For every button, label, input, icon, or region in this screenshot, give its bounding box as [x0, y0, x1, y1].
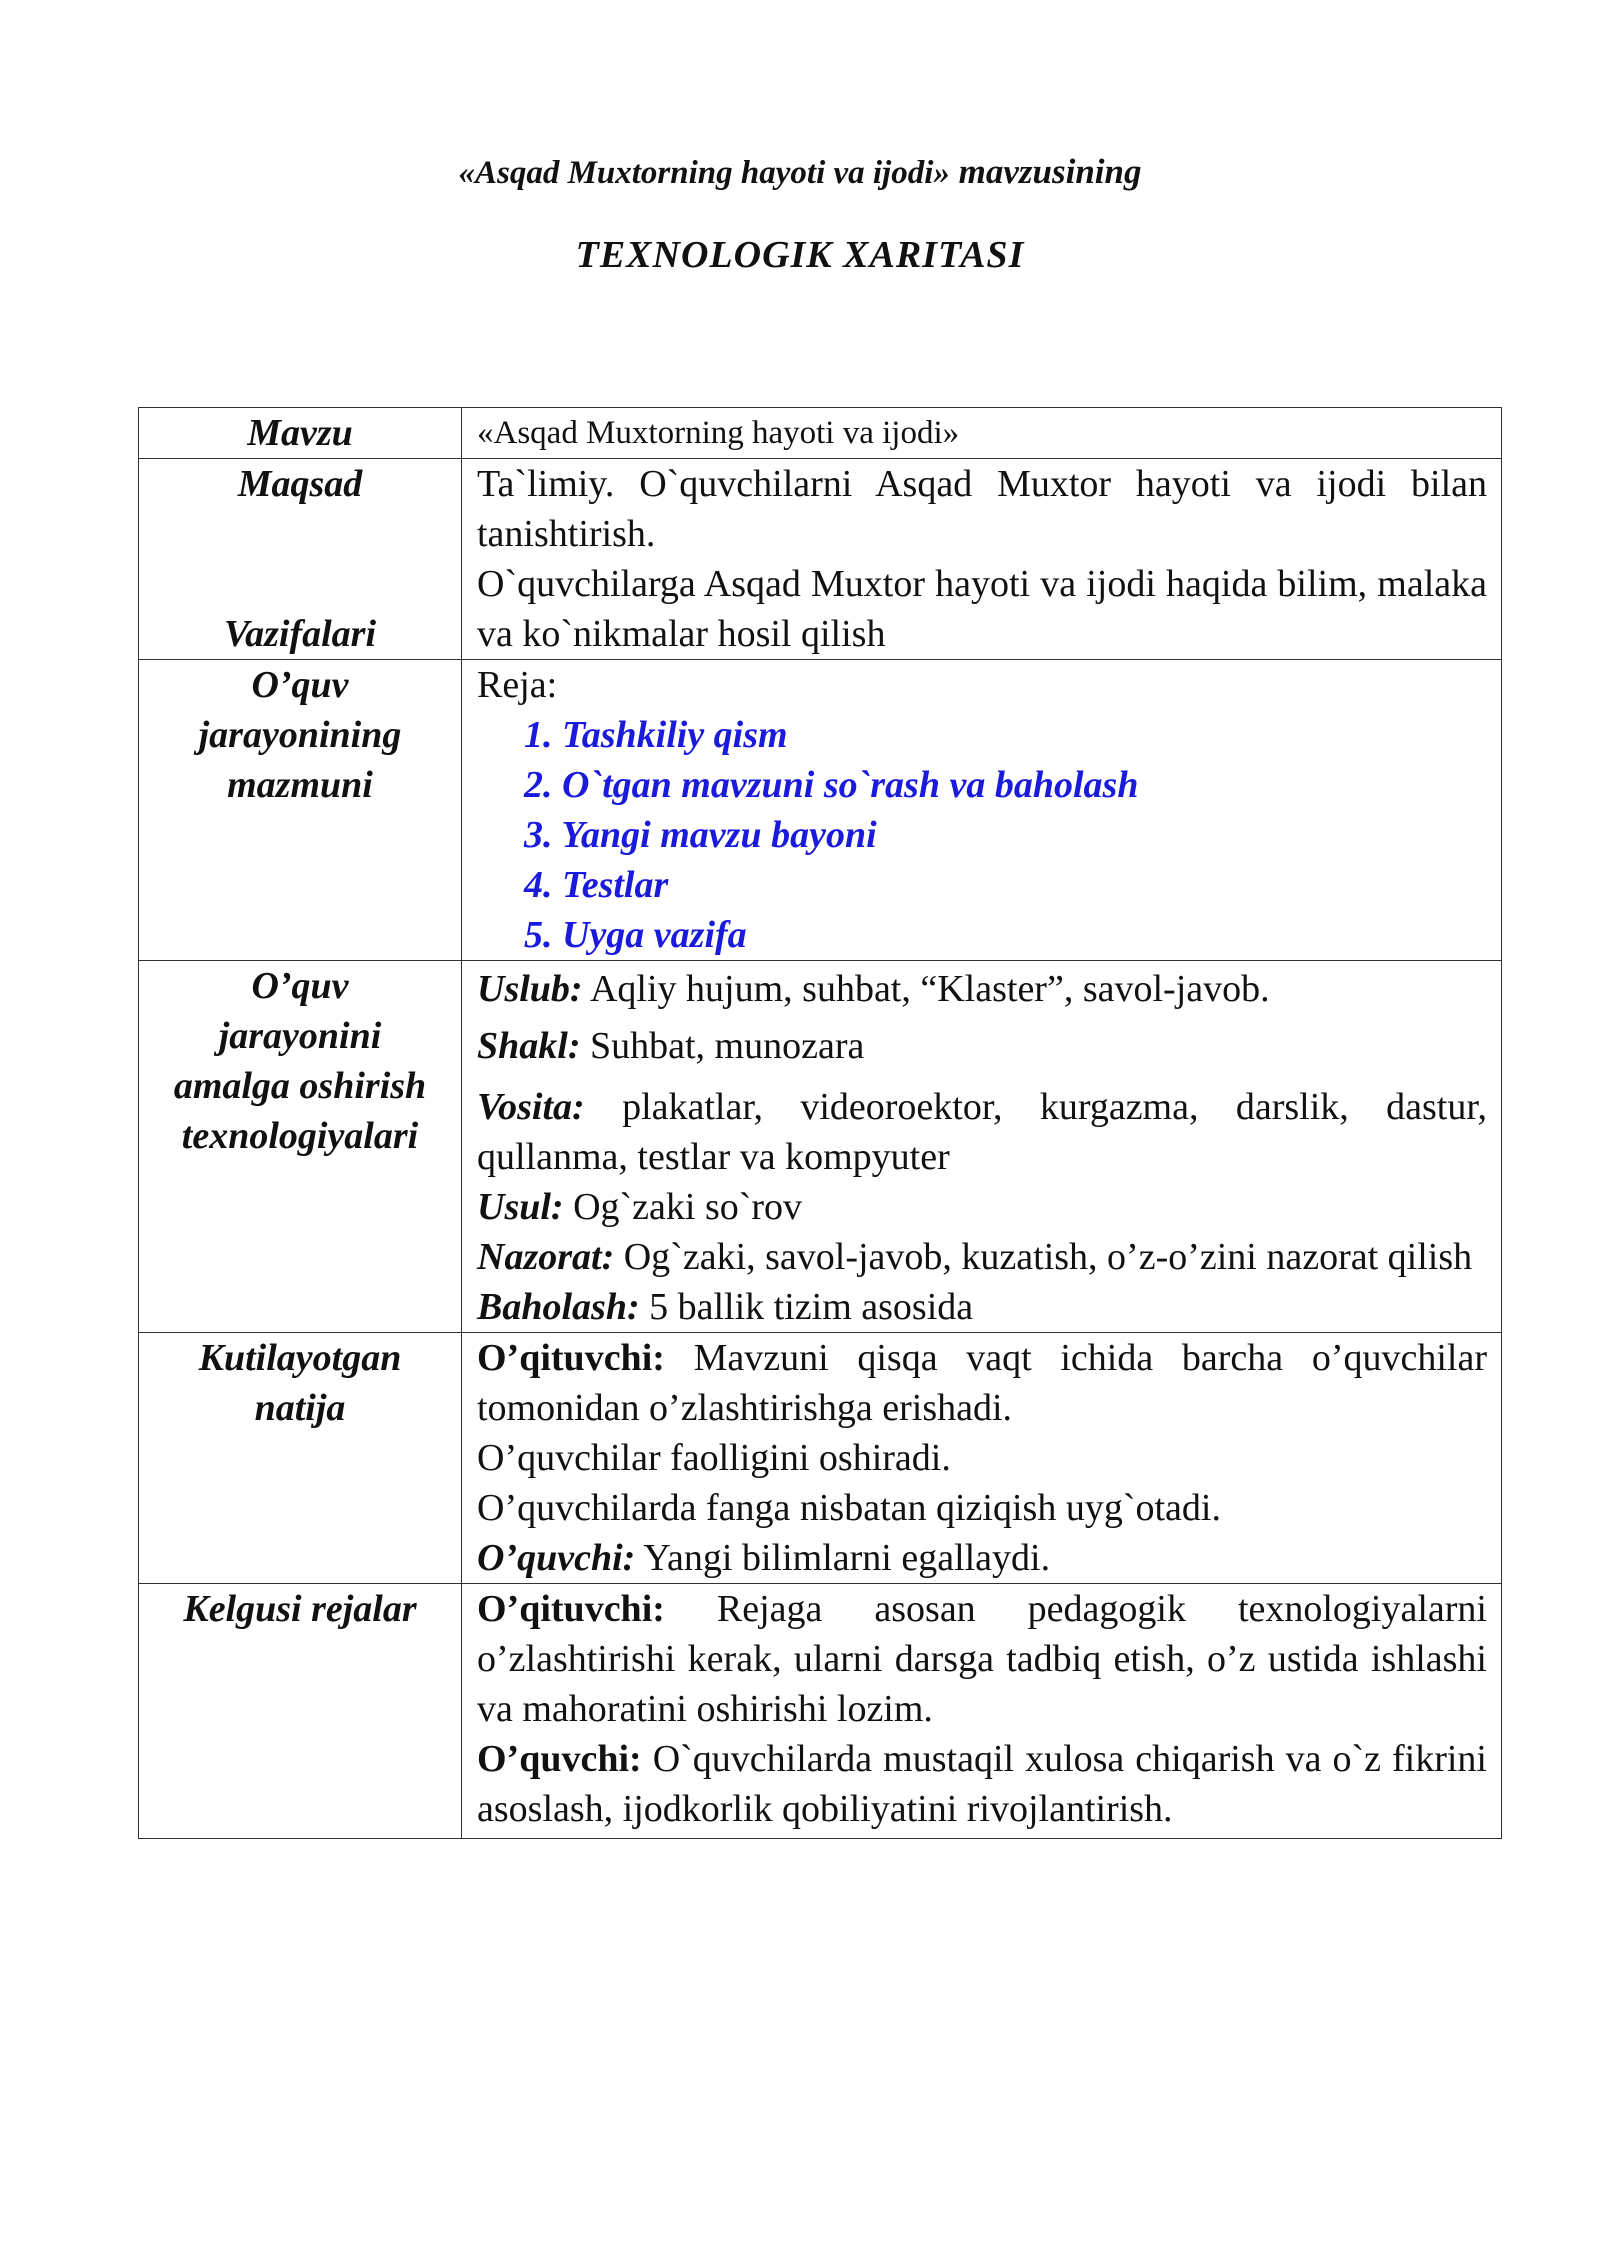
row-texnologiya	[139, 961, 1502, 1333]
rejalar-student-key: O’quvchi:	[477, 1738, 642, 1780]
heading-topic-line	[0, 150, 1600, 195]
plan-item: 4. Testlar	[524, 864, 669, 906]
value-maqsad-cell	[462, 459, 1502, 660]
shakl-value: Suhbat, munozara	[580, 1025, 865, 1067]
vosita-line	[477, 1082, 1487, 1182]
label-texnologiya-line4: texnologiyalari	[181, 1115, 419, 1157]
vosita-value: plakatlar, videoroektor, kurgazma, darslik, dastur, qullanma, testlar va kompyuter	[477, 1086, 1487, 1178]
label-maqsad-cell	[139, 459, 462, 660]
natija-student-key: O’quvchi:	[477, 1537, 636, 1579]
usul-key: Usul:	[477, 1186, 564, 1228]
shakl-line	[477, 1018, 1487, 1075]
label-texnologiya-line3: amalga oshirish	[173, 1065, 427, 1107]
baholash-value: 5 ballik tizim asosida	[639, 1286, 974, 1328]
value-mazmun-cell	[462, 660, 1502, 961]
label-natija-cell	[139, 1333, 462, 1584]
uslub-key: Uslub:	[477, 968, 583, 1010]
natija-line2: O’quvchilar faolligini oshiradi.	[477, 1437, 951, 1479]
value-mavzu: «Asqad Muxtorning hayoti va ijodi»	[462, 408, 1502, 459]
row-mazmun	[139, 660, 1502, 961]
rejalar-teacher	[477, 1584, 1487, 1734]
plan-item: 2. O`tgan mavzuni so`rash va baholash	[524, 764, 1139, 806]
rejalar-teacher-value: Rejaga asosan pedagogik texnologiyalarni o’zlashtirishi kerak, ularni darsga tadbiq etish, o’z ustida ishlashi va mahoratini oshirishi lozim.	[477, 1588, 1487, 1730]
usul-line	[477, 1182, 1487, 1232]
label-mazmun-line2: jarayonining	[198, 714, 402, 756]
uslub-line	[477, 961, 1487, 1018]
uslub-value: Aqliy hujum, suhbat, “Klaster”, savol-javob.	[582, 968, 1270, 1010]
technology-map-table	[138, 407, 1502, 1839]
label-vazifalari: Vazifalari	[223, 613, 377, 655]
row-rejalar	[139, 1584, 1502, 1839]
plan-item: 1. Tashkiliy qism	[524, 714, 788, 756]
plan-title: Reja:	[477, 664, 558, 706]
natija-teacher	[477, 1333, 1487, 1433]
natija-student	[477, 1533, 1487, 1583]
value-texnologiya-cell	[462, 961, 1502, 1333]
label-mazmun-line1: O’quv	[251, 664, 349, 706]
row-maqsad	[139, 459, 1502, 660]
label-maqsad: Maqsad	[237, 463, 363, 505]
nazorat-line	[477, 1232, 1487, 1282]
value-natija-cell	[462, 1333, 1502, 1584]
label-texnologiya-cell	[139, 961, 462, 1333]
natija-teacher-value: Mavzuni qisqa vaqt ichida barcha o’quvchilar tomonidan o’zlashtirishga erishadi.	[477, 1337, 1487, 1429]
label-rejalar: Kelgusi rejalar	[139, 1584, 462, 1839]
baholash-line	[477, 1282, 1487, 1332]
heading-title: TEXNOLOGIK XARITASI	[575, 234, 1025, 276]
natija-student-value: Yangi bilimlarni egallaydi.	[635, 1537, 1051, 1579]
tasks-text: O`quvchilarga Asqad Muxtor hayoti va ijodi haqida bilim, malaka va ko`nikmalar hosil qilish	[477, 563, 1487, 655]
row-mavzu	[139, 408, 1502, 459]
value-rejalar-cell	[462, 1584, 1502, 1839]
goal-text: Ta`limiy. O`quvchilarni Asqad Muxtor hayoti va ijodi bilan tanishtirish.	[477, 463, 1487, 555]
usul-value: Og`zaki so`rov	[563, 1186, 803, 1228]
nazorat-key: Nazorat:	[477, 1236, 615, 1278]
row-natija	[139, 1333, 1502, 1584]
rejalar-student-value: O`quvchilarda mustaqil xulosa chiqarish va o`z fikrini asoslash, ijodkorlik qobiliyatini rivojlantirish.	[477, 1738, 1487, 1830]
plan-list	[477, 710, 1487, 960]
vosita-key: Vosita:	[477, 1086, 585, 1128]
document-heading	[0, 150, 1600, 277]
nazorat-value: Og`zaki, savol-javob, kuzatish, o’z-o’zini nazorat qilish	[614, 1236, 1473, 1278]
label-mazmun-line3: mazmuni	[227, 764, 373, 806]
heading-suffix: mavzusining	[958, 152, 1142, 191]
natija-line3: O’quvchilarda fanga nisbatan qiziqish uyg`otadi.	[477, 1487, 1221, 1529]
label-natija-line1: Kutilayotgan	[198, 1337, 402, 1379]
plan-item: 5. Uyga vazifa	[524, 914, 747, 956]
baholash-key: Baholash:	[477, 1286, 640, 1328]
label-natija-line2: natija	[254, 1387, 346, 1429]
rejalar-student	[477, 1734, 1487, 1838]
natija-teacher-key: O’qituvchi:	[477, 1337, 665, 1379]
label-mavzu: Mavzu	[139, 408, 462, 459]
label-texnologiya-line2: jarayonini	[218, 1015, 382, 1057]
shakl-key: Shakl:	[477, 1025, 581, 1067]
rejalar-teacher-key: O’qituvchi:	[477, 1588, 665, 1630]
heading-topic: «Asqad Muxtorning hayoti va ijodi»	[458, 155, 950, 191]
label-mazmun-cell	[139, 660, 462, 961]
label-texnologiya-line1: O’quv	[251, 965, 349, 1007]
plan-item: 3. Yangi mavzu bayoni	[524, 814, 877, 856]
